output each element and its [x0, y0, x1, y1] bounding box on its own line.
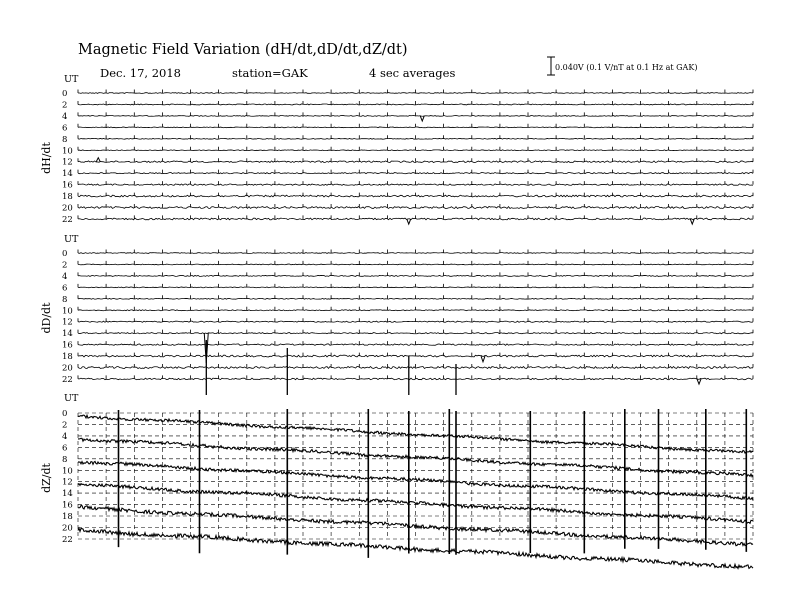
panel-dd-dt [40, 234, 753, 395]
panel-0-hour-label-16: 16 [62, 180, 73, 191]
panel-1-hour-label-0: 0 [62, 249, 68, 259]
panel-2-trace-3 [78, 484, 753, 524]
panel-2-hour-label-0: 0 [62, 409, 68, 419]
panel-1-hour-label-16: 16 [62, 340, 73, 351]
panel-0-hour-ticks-5 [78, 147, 753, 151]
panel-2-hour-label-8: 8 [62, 454, 68, 465]
averaging-label: 4 sec averages [369, 66, 456, 80]
panel-2-hour-label-4: 4 [62, 431, 68, 442]
panel-2-hour-label-22: 22 [62, 534, 73, 545]
panel-0-hour-ticks-3 [78, 124, 753, 128]
panel-2-hour-label-12: 12 [62, 477, 73, 488]
panel-2-ylabel: dZ/dt [40, 463, 53, 493]
panel-0-hour-ticks-11 [78, 215, 753, 219]
panel-2-grid [78, 413, 753, 539]
scale-bar [547, 57, 697, 75]
panel-1-hour-label-18: 18 [62, 352, 73, 363]
panel-dz-dt [40, 393, 753, 568]
panel-0-spike-1 [407, 219, 411, 224]
panel-1-hour-ticks-5 [78, 307, 753, 311]
panel-0-spike-0 [420, 116, 424, 121]
panel-0-ylabel: dH/dt [40, 142, 53, 174]
panel-1-hour-ticks-0 [78, 250, 753, 254]
panel-1-hour-label-12: 12 [62, 317, 73, 328]
panel-2-hour-label-20: 20 [62, 523, 73, 534]
panel-2-hour-label-6: 6 [62, 443, 68, 454]
panel-2-hour-label-18: 18 [62, 512, 73, 523]
panel-1-hour-label-20: 20 [62, 363, 73, 374]
panel-1-ylabel: dD/dt [40, 302, 53, 334]
panel-0-hour-label-10: 10 [62, 146, 73, 157]
panel-0-hour-label-12: 12 [62, 157, 73, 168]
panel-0-hour-label-18: 18 [62, 192, 73, 203]
chart-title: Magnetic Field Variation (dH/dt,dD/dt,dZ/dt) [78, 42, 408, 58]
panel-0-hour-label-20: 20 [62, 203, 73, 214]
panel-0-hour-ticks-9 [78, 193, 753, 197]
panel-2-trace-2 [78, 461, 753, 500]
panel-0-hour-label-0: 0 [62, 89, 68, 99]
panel-0-hour-label-4: 4 [62, 111, 68, 122]
panel-dh-dt [40, 74, 753, 225]
panel-1-ut-label: UT [64, 234, 79, 245]
date-label: Dec. 17, 2018 [100, 66, 181, 80]
panel-2-hour-label-10: 10 [62, 466, 73, 477]
panel-0-hour-label-2: 2 [62, 100, 68, 111]
scale-bar-label: 0.040V (0.1 V/nT at 0.1 Hz at GAK) [555, 63, 698, 72]
panel-1-hour-label-14: 14 [62, 329, 73, 340]
panel-1-hour-ticks-11 [78, 375, 753, 379]
panel-1-hour-label-6: 6 [62, 283, 68, 294]
panel-0-hour-label-8: 8 [62, 134, 68, 145]
panel-1-hour-label-10: 10 [62, 306, 73, 317]
panel-1-hour-ticks-3 [78, 284, 753, 288]
panel-0-hour-ticks-8 [78, 181, 753, 185]
panel-2-ut-label: UT [64, 393, 79, 404]
panel-0-ut-label: UT [64, 74, 79, 85]
panel-0-hour-label-6: 6 [62, 123, 68, 134]
panel-0-hour-label-14: 14 [62, 169, 73, 180]
panel-2-hour-label-16: 16 [62, 500, 73, 511]
panel-1-hour-label-4: 4 [62, 271, 68, 282]
panel-1-hour-ticks-7 [78, 330, 753, 334]
panel-1-hour-ticks-1 [78, 261, 753, 265]
panel-2-hour-label-14: 14 [62, 489, 73, 500]
panel-0-spike-3 [96, 158, 100, 162]
station-label: station=GAK [232, 66, 308, 80]
panel-2-hour-label-2: 2 [62, 420, 68, 431]
panel-0-hour-label-22: 22 [62, 214, 73, 225]
panel-1-hour-label-2: 2 [62, 260, 68, 271]
panel-1-hour-label-22: 22 [62, 374, 73, 385]
panel-1-hour-label-8: 8 [62, 294, 68, 305]
